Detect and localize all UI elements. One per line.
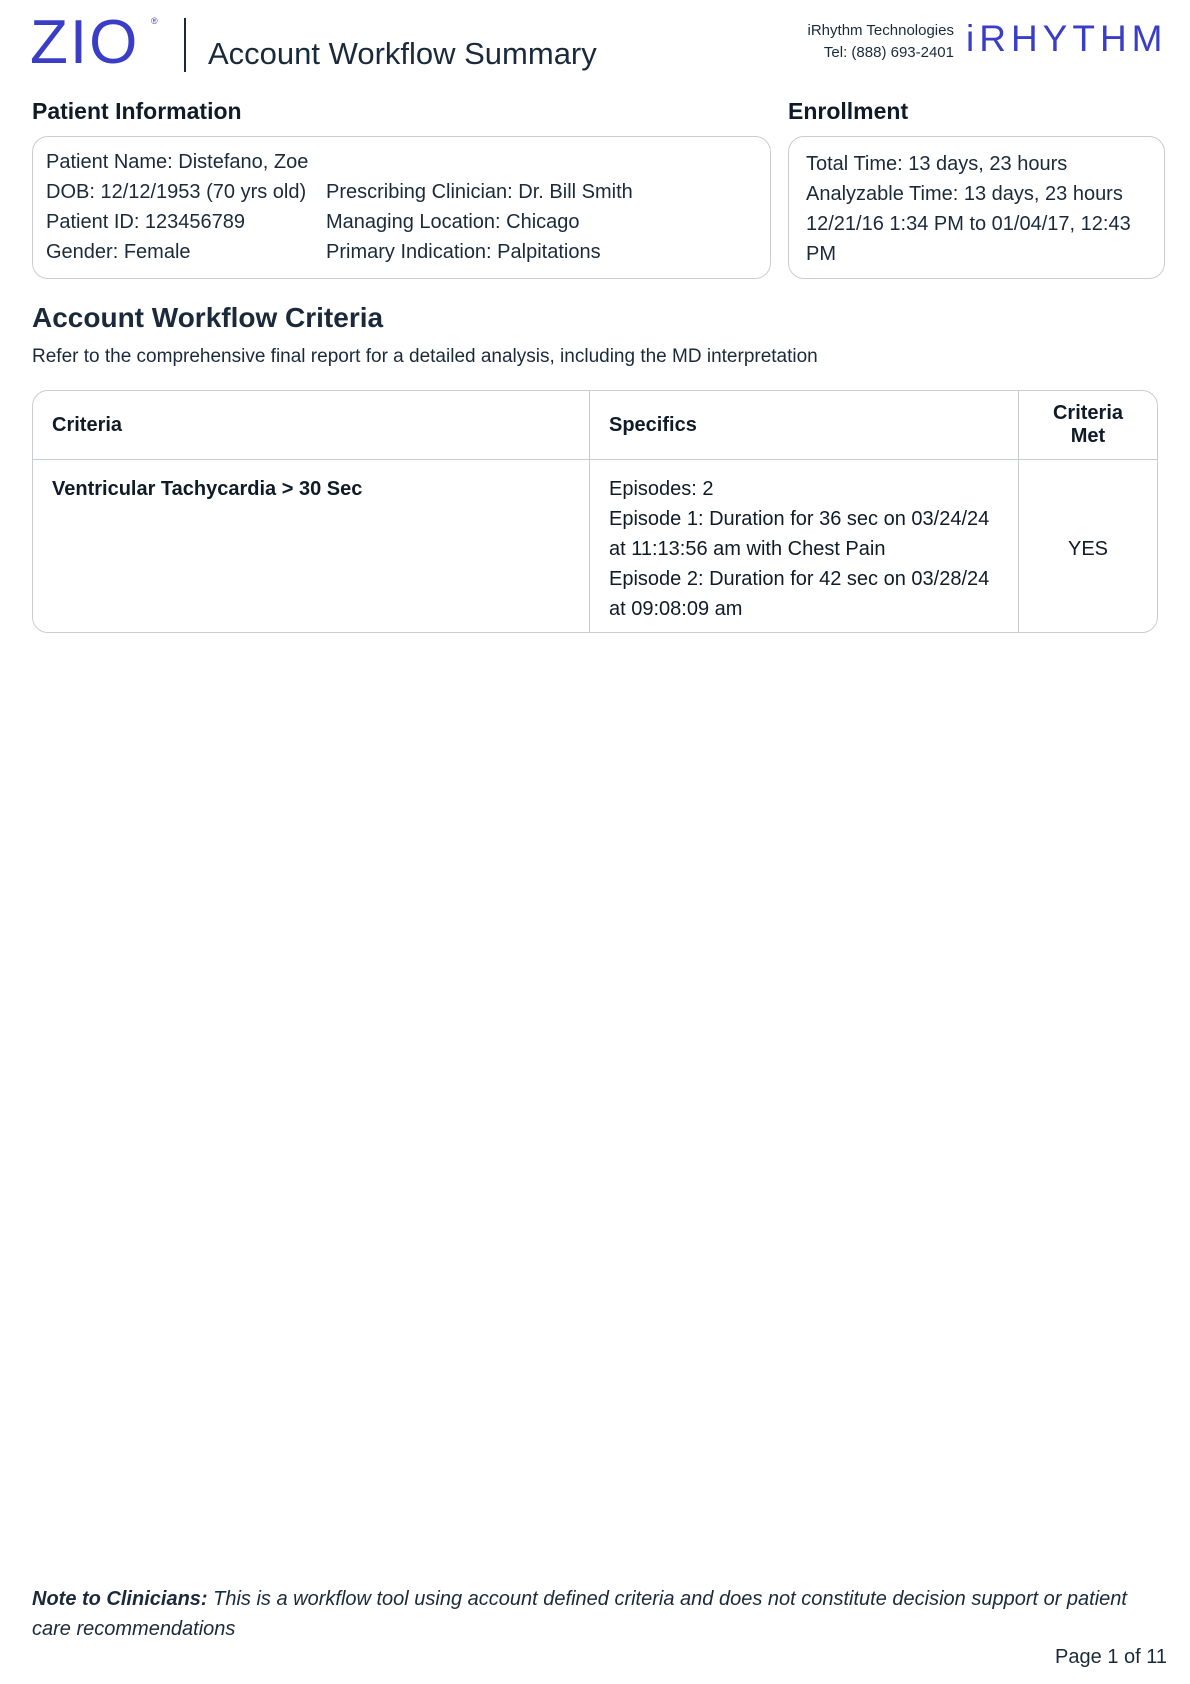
table-header-row	[33, 391, 1157, 460]
patient-name: Patient Name: Distefano, Zoe	[46, 151, 309, 173]
criteria-subtitle: Refer to the comprehensive final report for a detailed analysis, including the MD interpretation	[32, 346, 818, 367]
zio-logo: ZIO	[30, 8, 140, 77]
company-contact	[808, 20, 954, 64]
analyzable-time: Analyzable Time: 13 days, 23 hours	[806, 183, 1123, 205]
episode-1-detail: Episode 1: Duration for 36 sec on 03/24/24 at 11:13:56 am with Chest Pain	[609, 508, 990, 560]
criteria-met-cell: YES	[1018, 460, 1157, 632]
title-divider	[184, 18, 186, 72]
page-title: Account Workflow Summary	[208, 36, 597, 71]
note-text: This is a workflow tool using account defined criteria and does not constitute decision support or patient care recommendations	[32, 1588, 1127, 1640]
table-row	[33, 460, 1157, 632]
column-header-criteria: Criteria	[33, 391, 589, 460]
patient-gender: Gender: Female	[46, 241, 191, 263]
patient-id: Patient ID: 123456789	[46, 211, 246, 233]
company-phone: Tel: (888) 693-2401	[823, 44, 954, 61]
criteria-cell: Ventricular Tachycardia > 30 Sec	[52, 478, 363, 500]
episode-2-detail: Episode 2: Duration for 42 sec on 03/28/24 at 09:08:09 am	[609, 568, 990, 620]
criteria-title: Account Workflow Criteria	[32, 302, 384, 333]
criteria-table	[32, 390, 1158, 633]
note-label: Note to Clinicians:	[32, 1588, 208, 1610]
enrollment-date-range: 12/21/16 1:34 PM to 01/04/17, 12:43 PM	[806, 213, 1131, 265]
patient-info-box	[32, 136, 771, 279]
enrollment-heading: Enrollment	[788, 98, 909, 124]
total-time: Total Time: 13 days, 23 hours	[806, 153, 1068, 175]
column-header-criteria-met: Criteria Met	[1018, 391, 1157, 460]
column-header-specifics: Specifics	[589, 391, 1018, 460]
episodes-count: Episodes: 2	[609, 478, 714, 500]
registered-mark: ®	[151, 16, 158, 26]
clinician-note	[32, 1584, 1162, 1644]
patient-dob: DOB: 12/12/1953 (70 yrs old)	[46, 181, 307, 203]
managing-location: Managing Location: Chicago	[326, 211, 580, 233]
page-number: Page 1 of 11	[1055, 1646, 1167, 1668]
company-name: iRhythm Technologies	[807, 22, 954, 39]
primary-indication: Primary Indication: Palpitations	[326, 241, 601, 263]
specifics-cell	[589, 460, 1018, 632]
patient-info-heading: Patient Information	[32, 98, 242, 124]
prescribing-clinician: Prescribing Clinician: Dr. Bill Smith	[326, 181, 633, 203]
irhythm-logo: iRHYTHM	[966, 18, 1168, 59]
enrollment-box	[788, 136, 1165, 279]
